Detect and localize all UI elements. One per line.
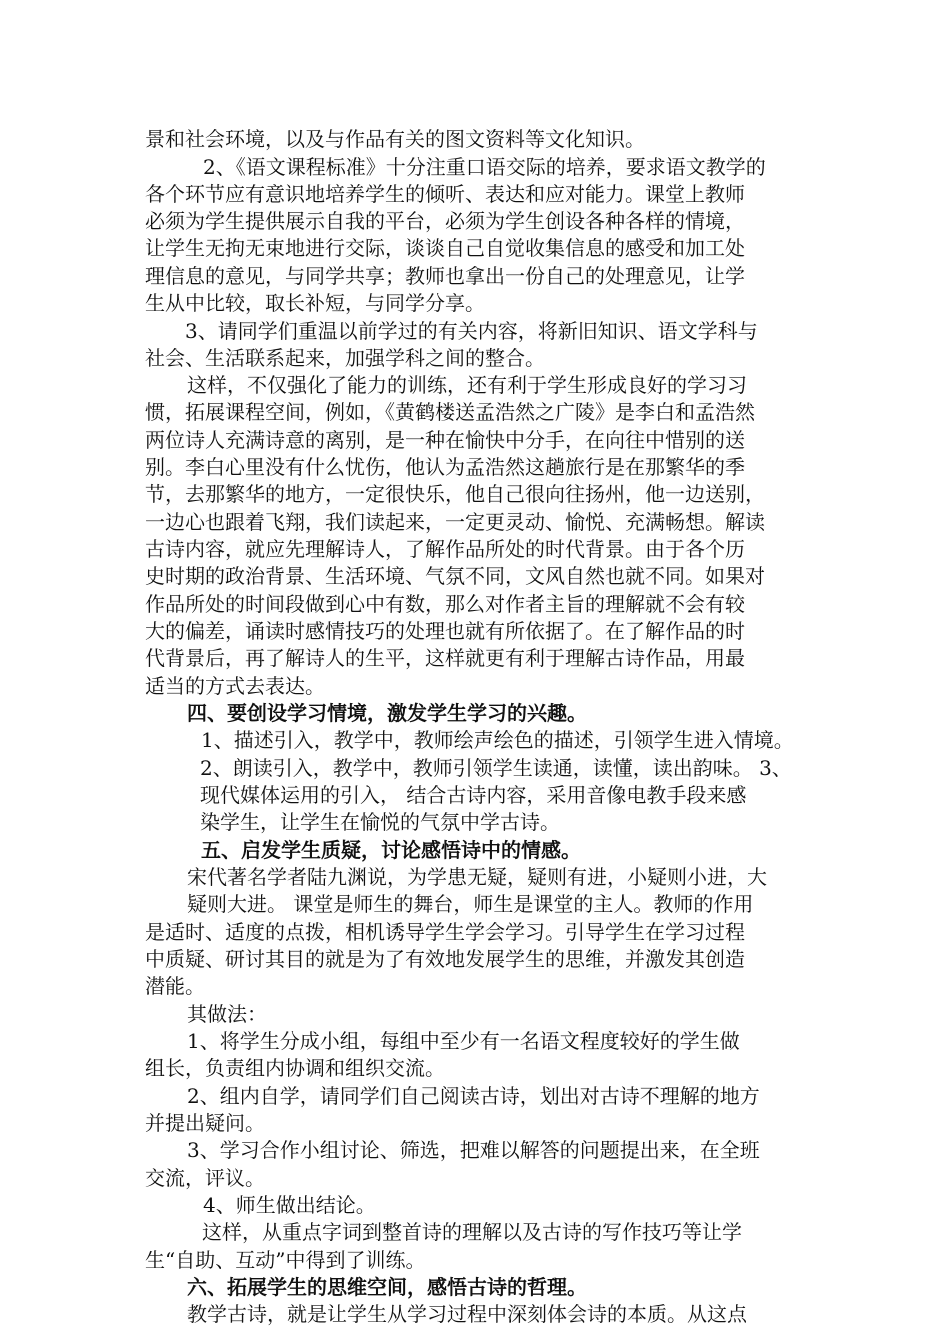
text-line: 2、《语文课程标准》十分注重口语交际的培养，要求语文教学的 [203, 155, 766, 179]
text-line: 3、请同学们重温以前学过的有关内容，将新旧知识、语文学科与 [185, 319, 758, 343]
text-line: 生从中比较，取长补短，与同学分享。 [145, 291, 485, 315]
text-line: 1、将学生分成小组，每组中至少有一名语文程度较好的学生做 [187, 1029, 740, 1053]
text-line: 2、朗读引入，教学中，教师引领学生读通，读懂，读出韵味。 3、 [200, 756, 792, 780]
text-line: 史时期的政治背景、生活环境、气氛不同，文风自然也就不同。如果对 [145, 564, 765, 588]
text-line: 大的偏差，诵读时感情技巧的处理也就有所依据了。在了解作品的时 [145, 619, 745, 643]
text-line: 这样，不仅强化了能力的训练，还有利于学生形成良好的学习习 [187, 373, 747, 397]
text-line: 节，去那繁华的地方，一定很快乐，他自己很向往扬州，他一边送别， [145, 482, 765, 506]
text-line: 各个环节应有意识地培养学生的倾听、表达和应对能力。课堂上教师 [145, 182, 745, 206]
text-line: 4、师生做出结论。 [203, 1193, 376, 1217]
text-line: 作品所处的时间段做到心中有数，那么对作者主旨的理解就不会有较 [145, 592, 745, 616]
text-line: 一边心也跟着飞翔，我们读起来，一定更灵动、愉悦、充满畅想。解读 [145, 510, 765, 534]
text-line: 2、组内自学，请同学们自己阅读古诗，划出对古诗不理解的地方 [187, 1084, 760, 1108]
text-line: 理信息的意见，与同学共享；教师也拿出一份自己的处理意见，让学 [145, 264, 745, 288]
text-line: 染学生，让学生在愉悦的气氛中学古诗。 [200, 810, 560, 834]
text-line: 两位诗人充满诗意的离别，是一种在愉快中分手，在向往中惜别的送 [145, 428, 745, 452]
section-heading: 四、要创设学习情境，激发学生学习的兴趣。 [187, 701, 587, 725]
text-line: 并提出疑问。 [145, 1111, 265, 1135]
text-line: 疑则大进。 课堂是师生的舞台，师生是课堂的主人。教师的作用 [187, 892, 754, 916]
text-line: 景和社会环境，以及与作品有关的图文资料等文化知识。 [145, 127, 645, 151]
section-heading: 六、拓展学生的思维空间，感悟古诗的哲理。 [187, 1275, 587, 1299]
text-line: 3、学习合作小组讨论、筛选，把难以解答的问题提出来，在全班 [187, 1138, 760, 1162]
text-line: 古诗内容，就应先理解诗人，了解作品所处的时代背景。由于各个历 [145, 537, 745, 561]
text-line: 组长，负责组内协调和组织交流。 [145, 1056, 445, 1080]
text-line: 教学古诗，就是让学生从学习过程中深刻体会诗的本质。从这点 [187, 1302, 747, 1326]
text-line: 社会、生活联系起来，加强学科之间的整合。 [145, 346, 545, 370]
text-line: 必须为学生提供展示自我的平台，必须为学生创设各种各样的情境， [145, 209, 745, 233]
text-line: 是适时、适度的点拨，相机诱导学生学会学习。引导学生在学习过程 [145, 920, 745, 944]
text-line: 中质疑、研讨其目的就是为了有效地发展学生的思维，并激发其创造 [145, 947, 745, 971]
text-line: 适当的方式去表达。 [145, 674, 325, 698]
text-line: 生“自助、互动”中得到了训练。 [145, 1248, 426, 1272]
text-line: 宋代著名学者陆九渊说，为学患无疑，疑则有进，小疑则小进，大 [187, 865, 767, 889]
text-line: 别。李白心里没有什么忧伤，他认为孟浩然这趟旅行是在那繁华的季 [145, 455, 745, 479]
text-line: 1、描述引入，教学中，教师绘声绘色的描述，引领学生进入情境。 [201, 728, 794, 752]
text-line: 其做法： [187, 1002, 267, 1026]
text-line: 惯，拓展课程空间，例如，《黄鹤楼送孟浩然之广陵》是李白和孟浩然 [145, 400, 755, 424]
text-line: 让学生无拘无束地进行交际，谈谈自己自觉收集信息的感受和加工处 [145, 236, 745, 260]
text-line: 现代媒体运用的引入， 结合古诗内容，采用音像电教手段来感 [200, 783, 747, 807]
section-heading: 五、启发学生质疑，讨论感悟诗中的情感。 [201, 838, 581, 862]
text-line: 这样，从重点字词到整首诗的理解以及古诗的写作技巧等让学 [202, 1220, 742, 1244]
text-line: 交流，评议。 [145, 1166, 265, 1190]
text-line: 潜能。 [145, 974, 205, 998]
text-line: 代背景后，再了解诗人的生平，这样就更有利于理解古诗作品，用最 [145, 646, 745, 670]
